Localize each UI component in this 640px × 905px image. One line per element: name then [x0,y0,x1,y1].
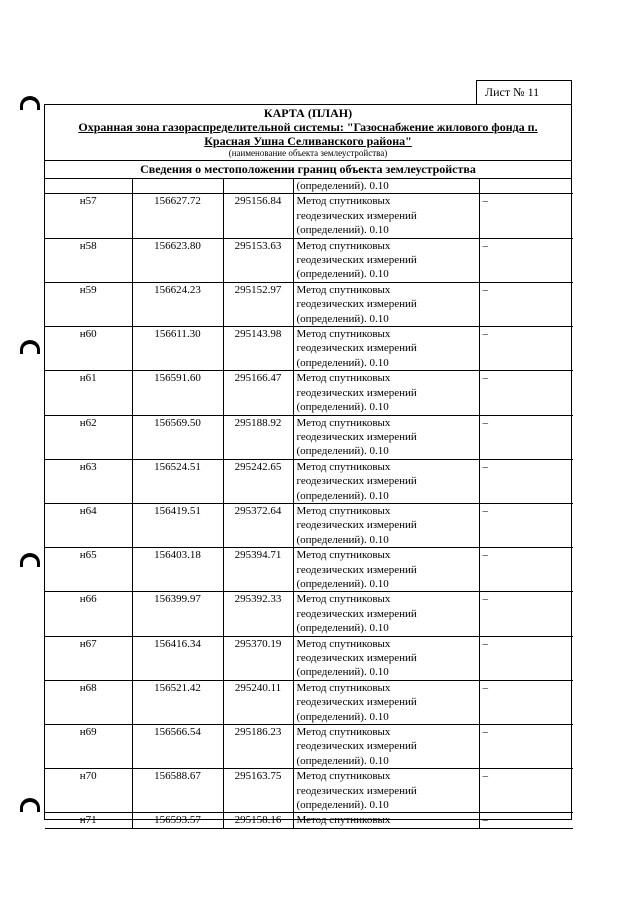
cell-point [45,680,132,724]
coordinate-y: 295158.16 [234,814,282,827]
method-line: геодезических измерений [296,652,417,664]
method-line: Метод спутниковых [296,637,391,650]
cell-method [293,680,479,724]
method-line: (определений). 0.10 [296,622,389,635]
cell-x [132,548,223,592]
cell-x [132,238,223,282]
object-name-caption: (наименование объекта землеустройства) [228,148,388,158]
method-line: Метод спутниковых [296,239,391,252]
cell-point [45,503,132,547]
coordinate-y: 295242.65 [234,460,282,473]
cell-description [479,725,573,769]
point-id: н65 [79,549,97,562]
boundary-description: – [482,328,488,341]
sheet-number-box [476,80,572,105]
coordinate-x: 156403.18 [154,549,201,562]
method-line: Метод спутниковых [296,416,391,429]
boundary-description: – [482,416,488,429]
boundary-description: – [482,549,488,562]
cell-point [45,371,132,415]
point-id: н62 [79,416,97,429]
cell-method [293,725,479,769]
cell-point [45,636,132,680]
table-row [45,680,573,724]
point-id: н64 [79,504,97,517]
cell-method [293,371,479,415]
point-id: н71 [79,814,97,827]
method-line: геодезических измерений [296,607,417,620]
cell-method [293,548,479,592]
cell-method [293,592,479,636]
cell-x [132,813,223,828]
table-row [45,371,573,415]
cell-y [223,680,293,724]
cell-point [45,725,132,769]
punch-hole-mark [20,798,40,812]
boundary-description: – [482,239,488,252]
cell-x [132,725,223,769]
punch-hole-mark [20,553,40,567]
cell-point [45,194,132,238]
coordinate-y: 295392.33 [234,593,282,606]
cell-y [223,725,293,769]
cell-description [479,371,573,415]
coordinate-x: 156566.54 [154,726,201,739]
cell-method [293,415,479,459]
method-line: (определений). 0.10 [296,710,389,723]
point-id: н68 [79,681,97,694]
point-id: н70 [79,770,97,783]
boundary-description: – [482,283,488,296]
cell-x [132,179,223,194]
coordinate-x: 156611.30 [154,328,201,341]
method-line: (определений). 0.10 [296,799,389,812]
cell-method: (определений). 0.10 [293,179,479,194]
coordinate-y: 295153.63 [234,239,282,252]
cell-x [132,327,223,371]
cell-description [479,194,573,238]
cell-point [45,415,132,459]
cell-x [132,503,223,547]
cell-method [293,238,479,282]
cell-y [223,592,293,636]
method-line: геодезических измерений [296,519,417,532]
cell-method [293,813,479,828]
coordinates-table [45,179,573,829]
method-line: (определений). 0.10 [296,533,389,546]
cell-description [479,769,573,813]
table-row [45,415,573,459]
point-id: н60 [79,328,97,341]
boundary-description: – [482,372,488,385]
coordinate-y: 295156.84 [234,195,282,208]
boundary-description: – [482,726,488,739]
coordinate-y: 295188.92 [234,416,282,429]
cell-method [293,503,479,547]
cell-x [132,282,223,326]
cell-method [293,327,479,371]
cell-point [45,548,132,592]
boundary-description: – [482,770,488,783]
table-row [45,503,573,547]
cell-x [132,769,223,813]
cell-point [45,813,132,828]
table-row [45,592,573,636]
punch-hole-mark [20,340,40,354]
method-line: геодезических измерений [296,298,417,311]
boundary-description: – [482,681,488,694]
cell-y [223,371,293,415]
method-line: (определений). 0.10 [296,754,389,767]
method-line: Метод спутниковых [296,328,391,341]
sheet-number-label: Лист № 11 [485,85,540,99]
boundary-description: – [482,637,488,650]
cell-x [132,459,223,503]
method-line: (определений). 0.10 [296,312,389,325]
coordinate-y: 295394.71 [234,549,282,562]
method-line: Метод спутниковых [296,770,391,783]
method-line: (определений). 0.10 [296,666,389,679]
cell-y [223,636,293,680]
boundary-description: – [482,195,488,208]
table-row [45,282,573,326]
method-line: (определений). 0.10 [296,224,389,237]
cell-description [479,179,573,194]
table-row [45,238,573,282]
cell-x [132,194,223,238]
method-line: (определений). 0.10 [296,401,389,414]
cell-point [45,238,132,282]
table-row [45,327,573,371]
coordinate-x: 156588.67 [154,770,201,783]
cell-x [132,415,223,459]
cell-point [45,459,132,503]
coordinate-x: 156627.72 [154,195,201,208]
coordinate-y: 295240.11 [234,681,282,694]
table-row [45,769,573,813]
cell-method [293,194,479,238]
method-line: Метод спутниковых [296,372,391,385]
coordinate-y: 295152.97 [234,283,282,296]
method-line: (определений). 0.10 [296,356,389,369]
object-name-line-1: Охранная зона газораспределительной системы: "Газоснабжение жилового фонда п. [78,120,538,134]
table-row [45,459,573,503]
method-line: геодезических измерений [296,475,417,488]
method-line: геодезических измерений [296,386,417,399]
point-id: н66 [79,593,97,606]
coordinate-x: 156416.34 [154,637,201,650]
cell-description [479,238,573,282]
coordinate-x: 156399.97 [154,593,201,606]
method-line: Метод спутниковых [296,549,391,562]
method-line: геодезических измерений [296,342,417,355]
cell-description [479,282,573,326]
cell-point [45,769,132,813]
cell-y [223,769,293,813]
boundary-description: – [482,593,488,606]
method-line: геодезических измерений [296,430,417,443]
cell-y [223,327,293,371]
table-row [45,725,573,769]
cell-point [45,282,132,326]
point-id: н58 [79,239,97,252]
coordinate-x: 156569.50 [154,416,201,429]
method-line: Метод спутниковых [296,460,391,473]
cell-description [479,548,573,592]
method-line: геодезических измерений [296,209,417,222]
cell-y [223,459,293,503]
cell-description [479,503,573,547]
point-id: н69 [79,726,97,739]
table-row [45,636,573,680]
cell-description [479,592,573,636]
point-id: н57 [79,195,97,208]
cell-x [132,636,223,680]
cell-point [45,327,132,371]
cell-x [132,592,223,636]
coordinate-y: 295163.75 [234,770,282,783]
coordinate-x: 156521.42 [154,681,201,694]
cell-description [479,327,573,371]
coordinate-y: 295372.64 [234,504,282,517]
cell-y [223,813,293,828]
method-line: (определений). 0.10 [296,268,389,281]
section-title: Сведения о местоположении границ объекта землеустройства [45,160,571,179]
coordinate-x: 156624.23 [154,283,201,296]
method-line: Метод спутниковых [296,726,391,739]
method-line: Метод спутниковых [296,681,391,694]
method-line: (определений). 0.10 [296,577,389,590]
cell-y [223,238,293,282]
cell-description [479,813,573,828]
coordinate-x: 156591.60 [154,372,201,385]
table-row [45,194,573,238]
cell-x [132,680,223,724]
method-line: Метод спутниковых [296,504,391,517]
coordinate-x: 156524.51 [154,460,201,473]
method-line: (определений). 0.10 [296,489,389,502]
point-id: н59 [79,283,97,296]
method-line: Метод спутниковых [296,195,391,208]
point-id: н67 [79,637,97,650]
cell-method [293,459,479,503]
method-line: геодезических измерений [296,563,417,576]
method-line: геодезических измерений [296,254,417,267]
coordinate-x: 156419.51 [154,504,201,517]
coordinates-table-body [45,179,573,828]
cell-y [223,415,293,459]
document-frame [44,104,572,827]
cell-y [223,179,293,194]
method-line: Метод спутниковых [296,593,391,606]
method-line: геодезических измерений [296,740,417,753]
cell-description [479,636,573,680]
method-line: геодезических измерений [296,784,417,797]
coordinate-x: 156593.57 [154,814,201,827]
cell-point [45,179,132,194]
boundary-description: – [482,460,488,473]
boundary-description: – [482,504,488,517]
cell-description [479,680,573,724]
coordinate-y: 295186.23 [234,726,282,739]
coordinate-y: 295166.47 [234,372,282,385]
cell-method [293,636,479,680]
cell-y [223,194,293,238]
cell-y [223,282,293,326]
cell-y [223,503,293,547]
boundary-description: – [482,814,488,827]
cell-description [479,415,573,459]
table-row [45,813,573,828]
method-line: геодезических измерений [296,696,417,709]
coordinate-y: 295143.98 [234,328,282,341]
continuation-row [45,179,573,194]
object-name-line-2: Красная Ушна Селиванского района" [204,134,412,148]
cell-description [479,459,573,503]
punch-hole-mark [20,96,40,110]
cell-point [45,592,132,636]
cell-method [293,769,479,813]
point-id: н61 [79,372,97,385]
coordinate-x: 156623.80 [154,239,201,252]
method-line: Метод спутниковых [296,283,391,296]
coordinate-y: 295370.19 [234,637,282,650]
cell-y [223,548,293,592]
method-line: Метод спутниковых [296,814,391,827]
method-line: (определений). 0.10 [296,445,389,458]
cell-method [293,282,479,326]
document-title: КАРТА (ПЛАН) [263,106,353,120]
table-row [45,548,573,592]
point-id: н63 [79,460,97,473]
cell-x [132,371,223,415]
